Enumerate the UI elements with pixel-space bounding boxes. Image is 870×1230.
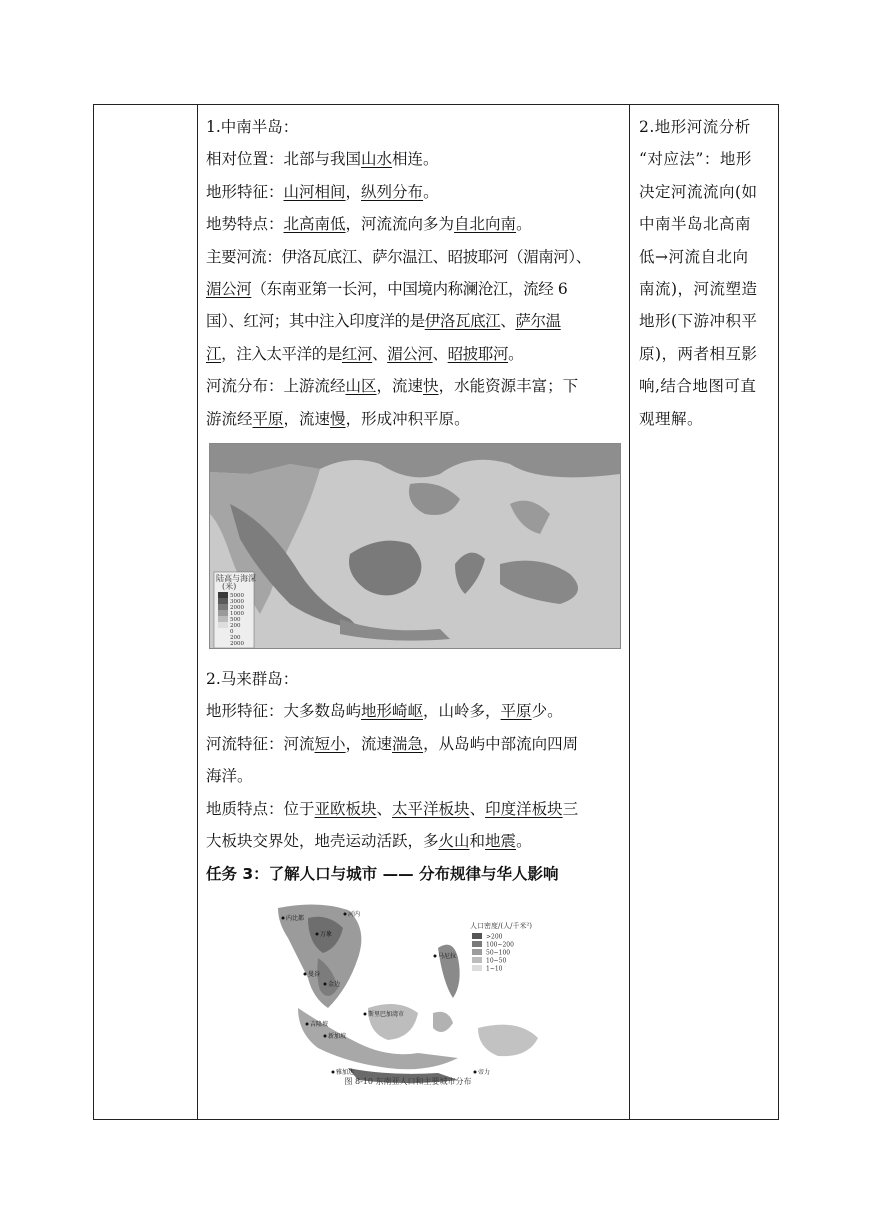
city-label: 雅加达 xyxy=(336,1068,355,1076)
side-note-line: 地形(下游冲积平 xyxy=(639,312,758,331)
malay-section xyxy=(198,649,630,889)
section-title: 2.马来群岛： xyxy=(206,670,299,689)
section-title: 1.中南半岛： xyxy=(206,118,299,136)
relief-feature: 地势特点：北高南低，河流流向多为自北向南。 xyxy=(206,215,532,234)
city-marker xyxy=(364,1012,367,1015)
main-rivers: 主要河流：伊洛瓦底江、萨尔温江、昭披耶河（湄南河）、 湄公河（东南亚第一长河，中国境内称澜沧江，流经 6 国）、红河；其中注入印度洋的是伊洛瓦底江、萨尔温 江，注入太平洋的是红河、湄公河、昭披耶河。 xyxy=(206,247,591,363)
map2-legend-label: 50~100 xyxy=(486,949,511,956)
side-note xyxy=(631,105,778,435)
map1-legend-value: 3000 xyxy=(230,599,244,606)
city-marker xyxy=(304,972,307,975)
terrain-feature: 地形特征：山河相间，纵列分布。 xyxy=(206,182,439,201)
map2-legend-label: 10~50 xyxy=(486,957,507,964)
city-marker xyxy=(306,1022,309,1025)
terrain-map xyxy=(209,443,621,649)
notes-column xyxy=(631,105,778,435)
side-note-line: 观理解。 xyxy=(639,409,704,428)
map2-caption: 图 8-10 东南亚人口和主要城市分布 xyxy=(344,1076,472,1086)
map1-legend-value: 5000 xyxy=(230,593,244,600)
side-note-line: 低→河流自北向 xyxy=(639,247,749,266)
city-marker xyxy=(316,932,319,935)
task3-heading: 任务 3：了解人口与城市 —— 分布规律与华人影响 xyxy=(206,864,559,883)
terrain-map-image xyxy=(210,444,620,648)
side-note-line: 中南半岛北高南 xyxy=(639,215,752,234)
map2-legend-swatch xyxy=(472,941,482,947)
map2-legend-label: 100~200 xyxy=(486,941,514,948)
city-label: 帝力 xyxy=(478,1068,491,1076)
indochina-section xyxy=(198,105,630,435)
city-marker xyxy=(332,1070,335,1073)
city-marker xyxy=(282,916,285,919)
city-label: 金边 xyxy=(328,980,341,988)
river-feature: 河流特征：河流短小，流速湍急，从岛屿中部流向四周 海洋。 xyxy=(206,734,579,786)
map1-legend-value: 2000 xyxy=(230,605,244,612)
map1-legend-value: 1000 xyxy=(230,611,244,618)
city-label: 内比都 xyxy=(286,914,305,922)
map2-legend-label: >200 xyxy=(486,933,503,940)
map2-legend-swatch xyxy=(472,949,482,955)
terrain-feature: 地形特征：大多数岛屿地形崎岖，山岭多，平原少。 xyxy=(206,702,563,721)
side-note-line: 决定河流流向(如 xyxy=(639,182,758,201)
city-label: 斯里巴加湾市 xyxy=(368,1010,405,1018)
city-marker xyxy=(324,1034,327,1037)
map1-legend-value: 2000 xyxy=(230,641,244,648)
map2-legend-swatch xyxy=(472,957,482,963)
city-label: 吉隆坡 xyxy=(310,1020,329,1028)
side-note-line: 原)，两者相互影 xyxy=(639,344,758,363)
map1-legend-unit: (米) xyxy=(222,582,237,592)
relative-position: 相对位置：北部与我国山水相连。 xyxy=(206,150,439,169)
lesson-table xyxy=(93,104,779,1120)
city-label: 曼谷 xyxy=(308,970,321,978)
map2-legend-swatch xyxy=(472,965,482,971)
map2-legend-title: 人口密度/(人/千米²) xyxy=(470,921,532,930)
geology-feature: 地质特点：位于亚欧板块、太平洋板块、印度洋板块三 大板块交界处，地壳运动活跃，多火山和地震。 xyxy=(206,799,579,851)
city-label: 河内 xyxy=(348,910,361,918)
side-note-line: 2.地形河流分析 xyxy=(639,118,751,136)
map1-legend-value: 200 xyxy=(230,623,241,630)
side-note-line: “对应法”：地形 xyxy=(639,150,752,169)
population-map xyxy=(258,898,558,1088)
side-note-line: 南流)，河流塑造 xyxy=(639,280,758,299)
map1-legend-value: 200 xyxy=(230,635,241,642)
city-label: 万象 xyxy=(320,930,333,938)
map1-legend-value: 0 xyxy=(230,629,234,636)
content-column xyxy=(198,105,630,1088)
population-map-image xyxy=(258,898,558,1088)
city-label: 马尼拉 xyxy=(438,952,457,960)
side-note-line: 响,结合地图可直 xyxy=(639,377,757,396)
river-distribution: 河流分布：上游流经山区，流速快，水能资源丰富；下 游流经平原，流速慢，形成冲积平原。 xyxy=(206,377,579,428)
city-marker xyxy=(324,982,327,985)
map2-legend-swatch xyxy=(472,933,482,939)
city-marker xyxy=(434,954,437,957)
map1-legend-value: 500 xyxy=(230,617,241,624)
map1-legend-title: 陆高与海深 xyxy=(216,574,256,584)
city-label: 新加坡 xyxy=(328,1032,347,1040)
city-marker xyxy=(344,912,347,915)
map2-legend-label: 1~10 xyxy=(486,965,503,972)
city-marker xyxy=(474,1070,477,1073)
